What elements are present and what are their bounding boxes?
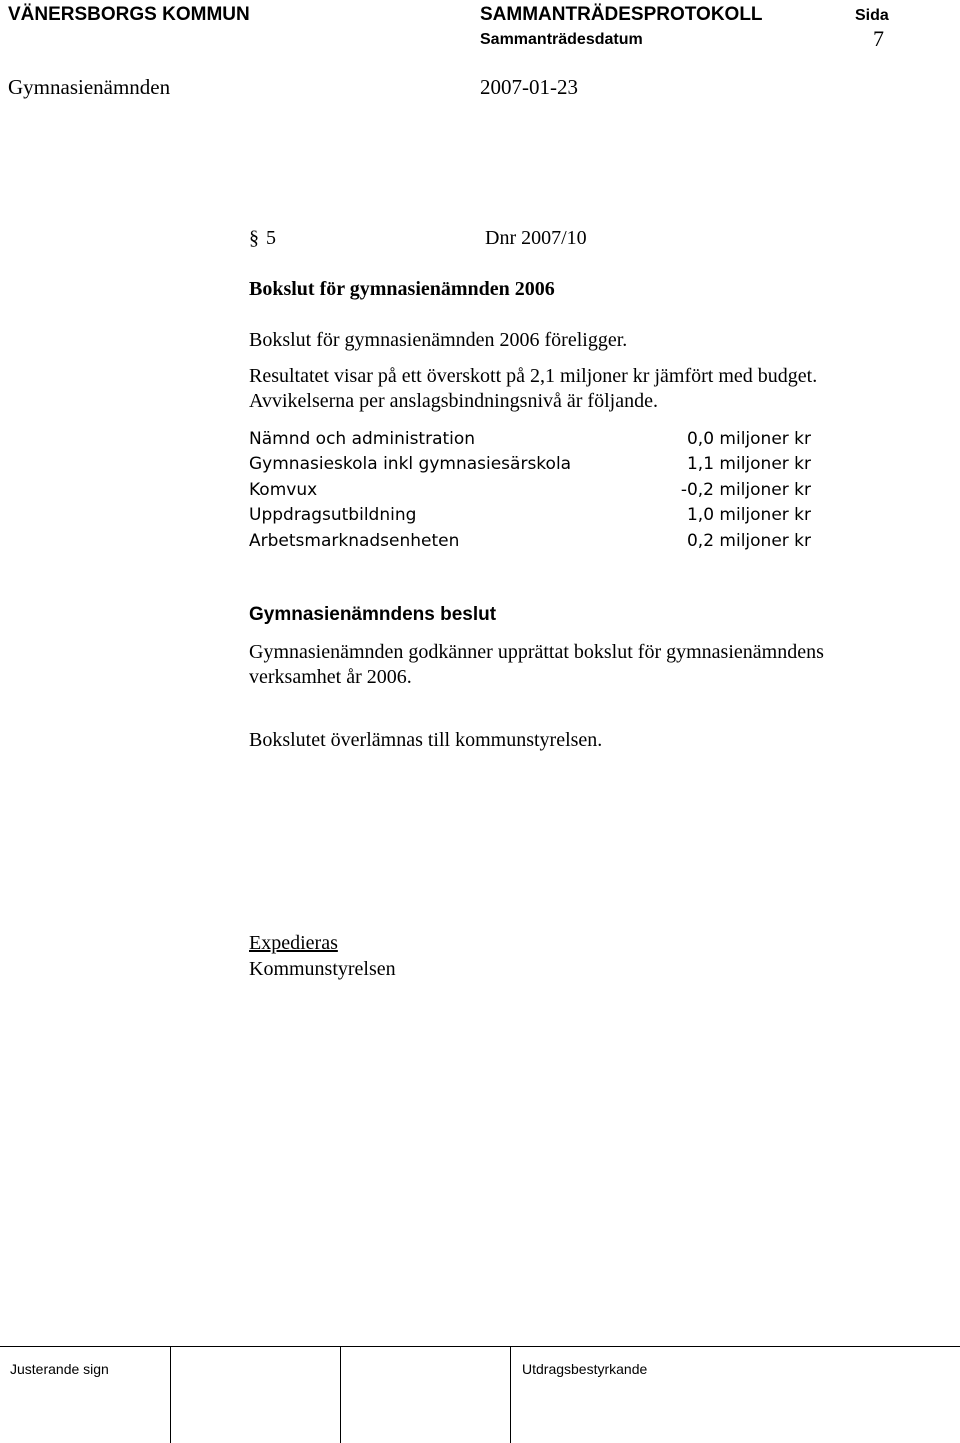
allocation-value: 1,1 miljoner kr: [686, 454, 811, 475]
decision-line-2: verksamhet år 2006.: [249, 666, 412, 688]
signature-footer: [0, 1346, 960, 1443]
footer-divider: [510, 1347, 511, 1443]
footer-divider: [340, 1347, 341, 1443]
table-row: [249, 477, 811, 503]
dispatch-recipient: Kommunstyrelsen: [249, 958, 396, 980]
dispatch-label: [249, 931, 338, 956]
document-type: SAMMANTRÄDESPROTOKOLL: [480, 4, 763, 25]
allocation-label: Nämnd och administration: [249, 428, 476, 449]
meeting-date: 2007-01-23: [480, 75, 578, 99]
intro-line-1: Bokslut för gymnasienämnden 2006 föreligger.: [249, 329, 628, 351]
table-row: [249, 452, 811, 478]
board-name: Gymnasienämnden: [8, 75, 171, 99]
handover-text: Bokslutet överlämnas till kommunstyrelsen.: [249, 729, 603, 751]
allocation-table: [249, 426, 811, 554]
extract-certification-label: Utdragsbestyrkande: [522, 1361, 648, 1377]
allocation-value: 1,0 miljoner kr: [686, 505, 811, 526]
justifying-sign-label: Justerande sign: [10, 1361, 109, 1377]
item-number: 5: [266, 227, 276, 249]
allocation-label: Arbetsmarknadsenheten: [249, 530, 460, 551]
decision-heading: Gymnasienämndens beslut: [249, 604, 497, 625]
intro-line-2: Resultatet visar på ett överskott på 2,1 miljoner kr jämfört med budget.: [249, 365, 818, 387]
allocation-value: 0,0 miljoner kr: [686, 428, 811, 449]
table-row: [249, 426, 811, 452]
decision-line-1: Gymnasienämnden godkänner upprättat bokslut för gymnasienämndens: [249, 641, 824, 663]
allocation-value: -0,2 miljoner kr: [680, 479, 811, 500]
allocation-label: Uppdragsutbildning: [249, 505, 417, 526]
meeting-date-label: Sammanträdesdatum: [480, 31, 643, 48]
allocation-label: Komvux: [249, 479, 318, 500]
allocation-value: 0,2 miljoner kr: [686, 530, 811, 551]
footer-divider: [170, 1347, 171, 1443]
allocation-label: Gymnasieskola inkl gymnasiesärskola: [249, 454, 572, 475]
case-number: Dnr 2007/10: [485, 227, 587, 249]
page-label: Sida: [855, 7, 889, 24]
dispatch-label-text: Expedieras: [249, 932, 338, 954]
municipality-name: VÄNERSBORGS KOMMUN: [8, 4, 250, 25]
intro-line-3: Avvikelserna per anslagsbindningsnivå är följande.: [249, 390, 658, 412]
table-row: [249, 503, 811, 529]
table-row: [249, 528, 811, 554]
page-number: 7: [873, 26, 884, 51]
item-title: Bokslut för gymnasienämnden 2006: [249, 278, 555, 300]
paragraph-sign: §: [249, 227, 259, 249]
